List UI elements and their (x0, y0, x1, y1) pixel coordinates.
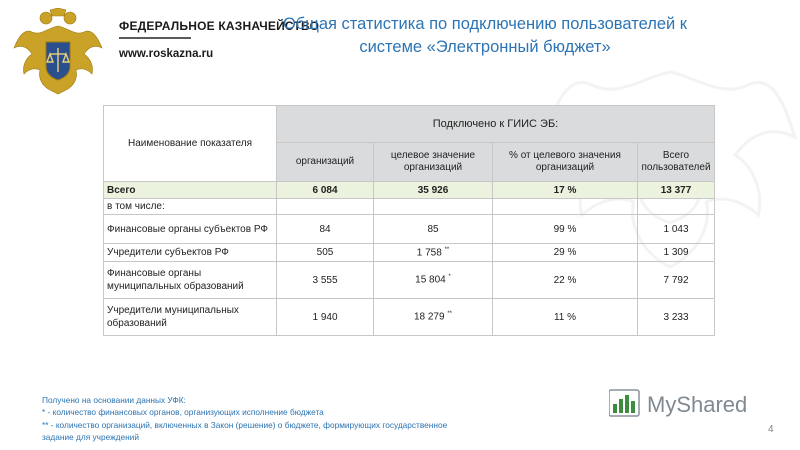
row-label: Учредители субъектов РФ (104, 244, 277, 262)
row-orgs (277, 199, 374, 215)
row-target-value: 18 279 (413, 311, 445, 323)
page-number: 4 (768, 424, 774, 435)
row-target (374, 299, 493, 336)
row-target-value: 85 (427, 223, 439, 235)
row-orgs: 505 (277, 244, 374, 262)
table-row (104, 299, 715, 336)
row-percent: 11 % (493, 299, 638, 336)
header-target: целевое значение организаций (374, 143, 493, 182)
row-target (374, 199, 493, 215)
row-percent: 99 % (493, 215, 638, 244)
org-name: ФЕДЕРАЛЬНОЕ КАЗНАЧЕЙСТВО (119, 19, 320, 33)
header-orgs: организаций (277, 143, 374, 182)
myshared-logo-text: MyShared (647, 392, 748, 417)
row-target-value: 15 804 (415, 274, 446, 286)
row-target (374, 262, 493, 299)
footnote-2: ** - количество организаций, включенных в Закон (решение) о бюджете, формирующих государственное задание для учреждений (42, 419, 448, 442)
table-row-total (104, 182, 715, 199)
stats-table (103, 105, 715, 336)
org-divider (119, 37, 191, 39)
footnote-source: Получено на основании данных УФК: (42, 395, 186, 405)
row-users: 7 792 (638, 262, 715, 299)
footnotes (42, 394, 462, 443)
header-users: Всего пользователей (638, 143, 715, 182)
treasury-emblem (10, 8, 106, 100)
row-users: 13 377 (638, 182, 715, 199)
row-percent (493, 199, 638, 215)
row-orgs: 6 084 (277, 182, 374, 199)
row-target-value: 1 758 (416, 247, 442, 259)
row-target (374, 215, 493, 244)
row-label: Финансовые органы субъектов РФ (104, 215, 277, 244)
page-title: Общая статистика по подключению пользователей к системе «Электронный бюджет» (282, 15, 688, 56)
footnote-1: * - количество финансовых органов, организующих исполнение бюджета (42, 407, 324, 418)
row-users (638, 199, 715, 215)
row-label: Учредители муниципальных образований (104, 299, 277, 336)
row-target-value: 35 926 (417, 184, 449, 196)
row-label: Финансовые органы муниципальных образований (104, 262, 277, 299)
row-users: 3 233 (638, 299, 715, 336)
row-label: Всего (104, 182, 277, 199)
table-row (104, 215, 715, 244)
header-indicator: Наименование показателя (104, 106, 277, 182)
header-connected-group: Подключено к ГИИС ЭБ: (277, 106, 715, 143)
footnote-mark: ** (447, 311, 453, 318)
org-website-link[interactable]: www.roskazna.ru (119, 48, 214, 60)
row-orgs: 3 555 (277, 262, 374, 299)
footnote-mark: * (448, 274, 451, 281)
row-target (374, 244, 493, 262)
row-orgs: 1 940 (277, 299, 374, 336)
table-row (104, 262, 715, 299)
row-target (374, 182, 493, 199)
table-row-subheader (104, 199, 715, 215)
row-users: 1 043 (638, 215, 715, 244)
footnote-mark: ** (444, 246, 450, 253)
row-users: 1 309 (638, 244, 715, 262)
row-percent: 29 % (493, 244, 638, 262)
row-percent: 17 % (493, 182, 638, 199)
row-percent: 22 % (493, 262, 638, 299)
row-label: в том числе: (104, 199, 277, 215)
table-row (104, 244, 715, 262)
row-orgs: 84 (277, 215, 374, 244)
header-percent: % от целевого значения организаций (493, 143, 638, 182)
